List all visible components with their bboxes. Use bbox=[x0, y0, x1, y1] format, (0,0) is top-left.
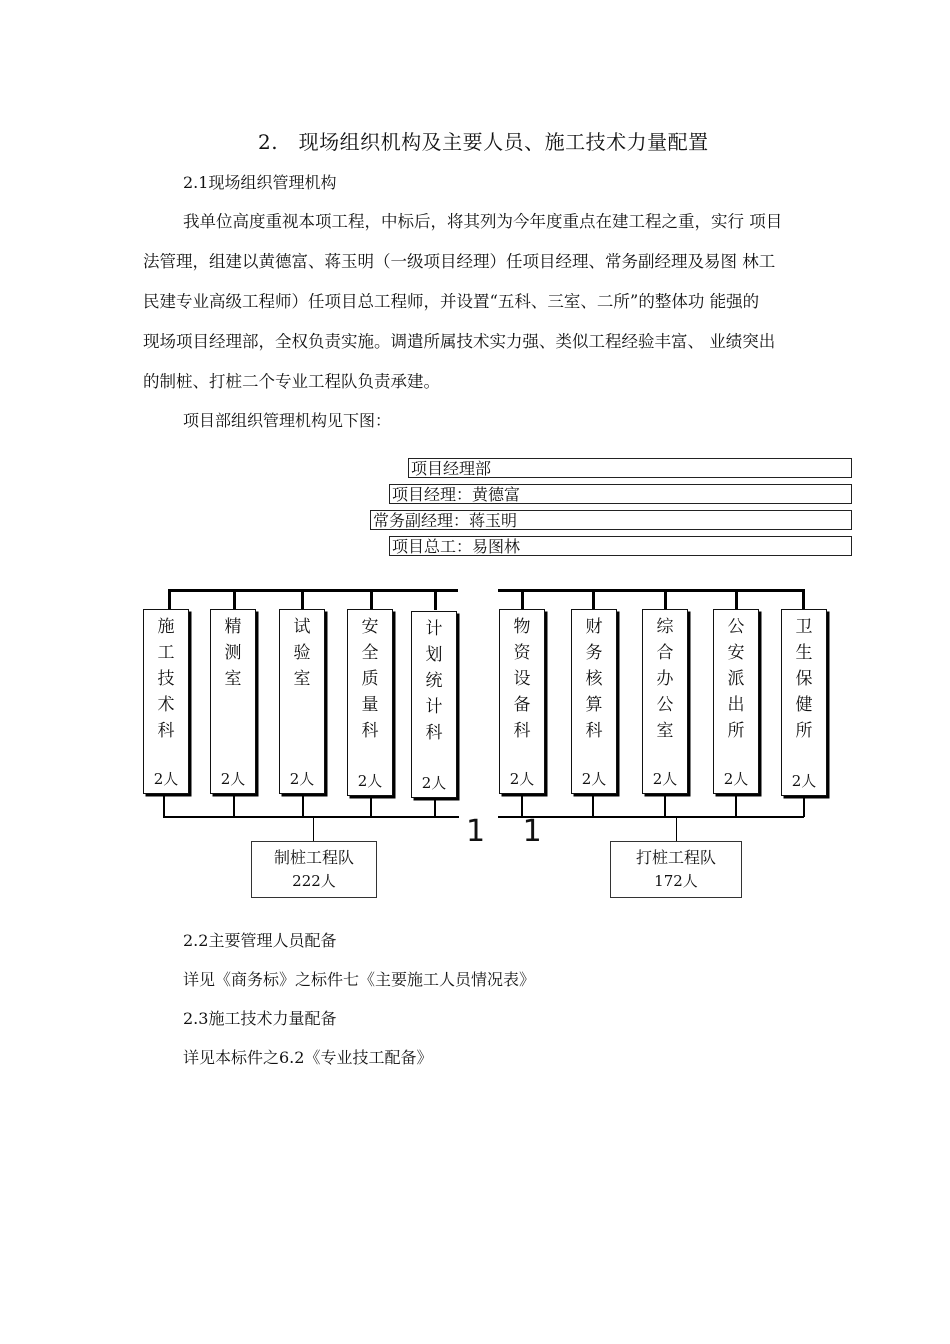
connector-drop bbox=[802, 589, 805, 610]
department-name: 试验室 bbox=[293, 617, 311, 689]
connector-rise bbox=[592, 796, 594, 817]
department-box bbox=[713, 609, 759, 794]
department-box bbox=[411, 611, 457, 798]
department-box bbox=[210, 609, 256, 794]
connector-drop bbox=[370, 589, 373, 610]
team-count: 172人 bbox=[654, 872, 698, 890]
connector-rise bbox=[803, 798, 805, 817]
connector-rise bbox=[233, 796, 235, 817]
team-name: 制桩工程队 bbox=[273, 848, 354, 867]
department-count: 2人 bbox=[421, 774, 447, 792]
connector-drop bbox=[301, 589, 304, 610]
department-count: 2人 bbox=[289, 770, 315, 788]
department-box bbox=[499, 609, 545, 794]
department-box bbox=[781, 609, 827, 796]
connector-drop bbox=[233, 589, 236, 610]
department-count: 2人 bbox=[220, 770, 246, 788]
team-name: 打桩工程队 bbox=[635, 848, 716, 867]
team-connector bbox=[313, 817, 314, 841]
connector-rise bbox=[434, 799, 436, 817]
header-box-project-department: 项目经理部 bbox=[408, 458, 852, 478]
department-box bbox=[642, 609, 688, 794]
department-box bbox=[143, 609, 189, 794]
paragraph-line: 法管理，组建以黄德富、蒋玉明（一级项目经理）任项目经理、常务副经理及易图 林工 bbox=[143, 252, 776, 271]
section-heading: 2. 现场组织机构及主要人员、施工技术力量配置 bbox=[258, 130, 709, 154]
department-count: 2人 bbox=[153, 770, 179, 788]
bottom-connector-line-left bbox=[163, 816, 459, 818]
team-count: 222人 bbox=[292, 872, 336, 890]
header-box-deputy-manager: 常务副经理：蒋玉明 bbox=[370, 510, 852, 530]
top-connector-line-right bbox=[498, 589, 803, 592]
department-name: 卫生保健所 bbox=[795, 617, 813, 741]
chart-intro: 项目部组织管理机构见下图： bbox=[183, 411, 392, 430]
team-box-pile-driving bbox=[610, 841, 742, 898]
department-count: 2人 bbox=[581, 770, 607, 788]
department-count: 2人 bbox=[723, 770, 749, 788]
chart-stray-text: 1 1 bbox=[466, 814, 556, 849]
team-connector bbox=[676, 817, 677, 841]
connector-drop bbox=[664, 589, 667, 610]
connector-drop bbox=[521, 589, 524, 610]
connector-drop bbox=[434, 589, 437, 610]
connector-rise bbox=[735, 796, 737, 817]
department-name: 计划统计科 bbox=[425, 619, 443, 743]
paragraph-line: 我单位高度重视本项工程，中标后，将其列为今年度重点在建工程之重，实行 项目 bbox=[183, 212, 783, 231]
subsection-2-3-title: 2.3施工技术力量配备 bbox=[183, 1009, 337, 1028]
connector-drop bbox=[592, 589, 595, 610]
department-name: 综合办公室 bbox=[656, 617, 674, 741]
department-box bbox=[571, 609, 617, 794]
connector-rise bbox=[302, 796, 304, 817]
connector-drop bbox=[735, 589, 738, 610]
team-box-pile-making bbox=[251, 841, 377, 898]
paragraph-line: 的制桩、打桩二个专业工程队负责承建。 bbox=[143, 372, 440, 391]
department-count: 2人 bbox=[357, 772, 383, 790]
subsection-2-2-title: 2.2主要管理人员配备 bbox=[183, 931, 337, 950]
department-name: 物资设备科 bbox=[513, 617, 531, 741]
department-count: 2人 bbox=[652, 770, 678, 788]
header-box-project-manager: 项目经理：黄德富 bbox=[389, 484, 852, 504]
department-box bbox=[279, 609, 325, 794]
department-name: 安全质量科 bbox=[361, 617, 379, 741]
connector-drop bbox=[168, 589, 171, 610]
connector-rise bbox=[370, 798, 372, 817]
department-name: 精测室 bbox=[224, 617, 242, 689]
department-count: 2人 bbox=[791, 772, 817, 790]
department-box bbox=[347, 609, 393, 796]
department-name: 公安派出所 bbox=[727, 617, 745, 741]
paragraph-line: 现场项目经理部，全权负责实施。调遣所属技术实力强、类似工程经验丰富、 业绩突出 bbox=[143, 332, 776, 351]
subsection-2-1-title: 2.1现场组织管理机构 bbox=[183, 173, 337, 192]
header-box-chief-engineer: 项目总工：易图林 bbox=[389, 536, 852, 556]
connector-rise bbox=[163, 796, 165, 817]
subsection-2-3-text: 详见本标件之6.2《专业技工配备》 bbox=[183, 1048, 433, 1067]
department-name: 施工技术科 bbox=[157, 617, 175, 741]
connector-rise bbox=[664, 796, 666, 817]
subsection-2-2-text: 详见《商务标》之标件七《主要施工人员情况表》 bbox=[183, 970, 536, 989]
department-name: 财务核算科 bbox=[585, 617, 603, 741]
paragraph-line: 民建专业高级工程师）任项目总工程师，并设置“五科、三室、二所”的整体功 能强的 bbox=[143, 292, 760, 311]
top-connector-line-left bbox=[168, 589, 458, 592]
department-count: 2人 bbox=[509, 770, 535, 788]
